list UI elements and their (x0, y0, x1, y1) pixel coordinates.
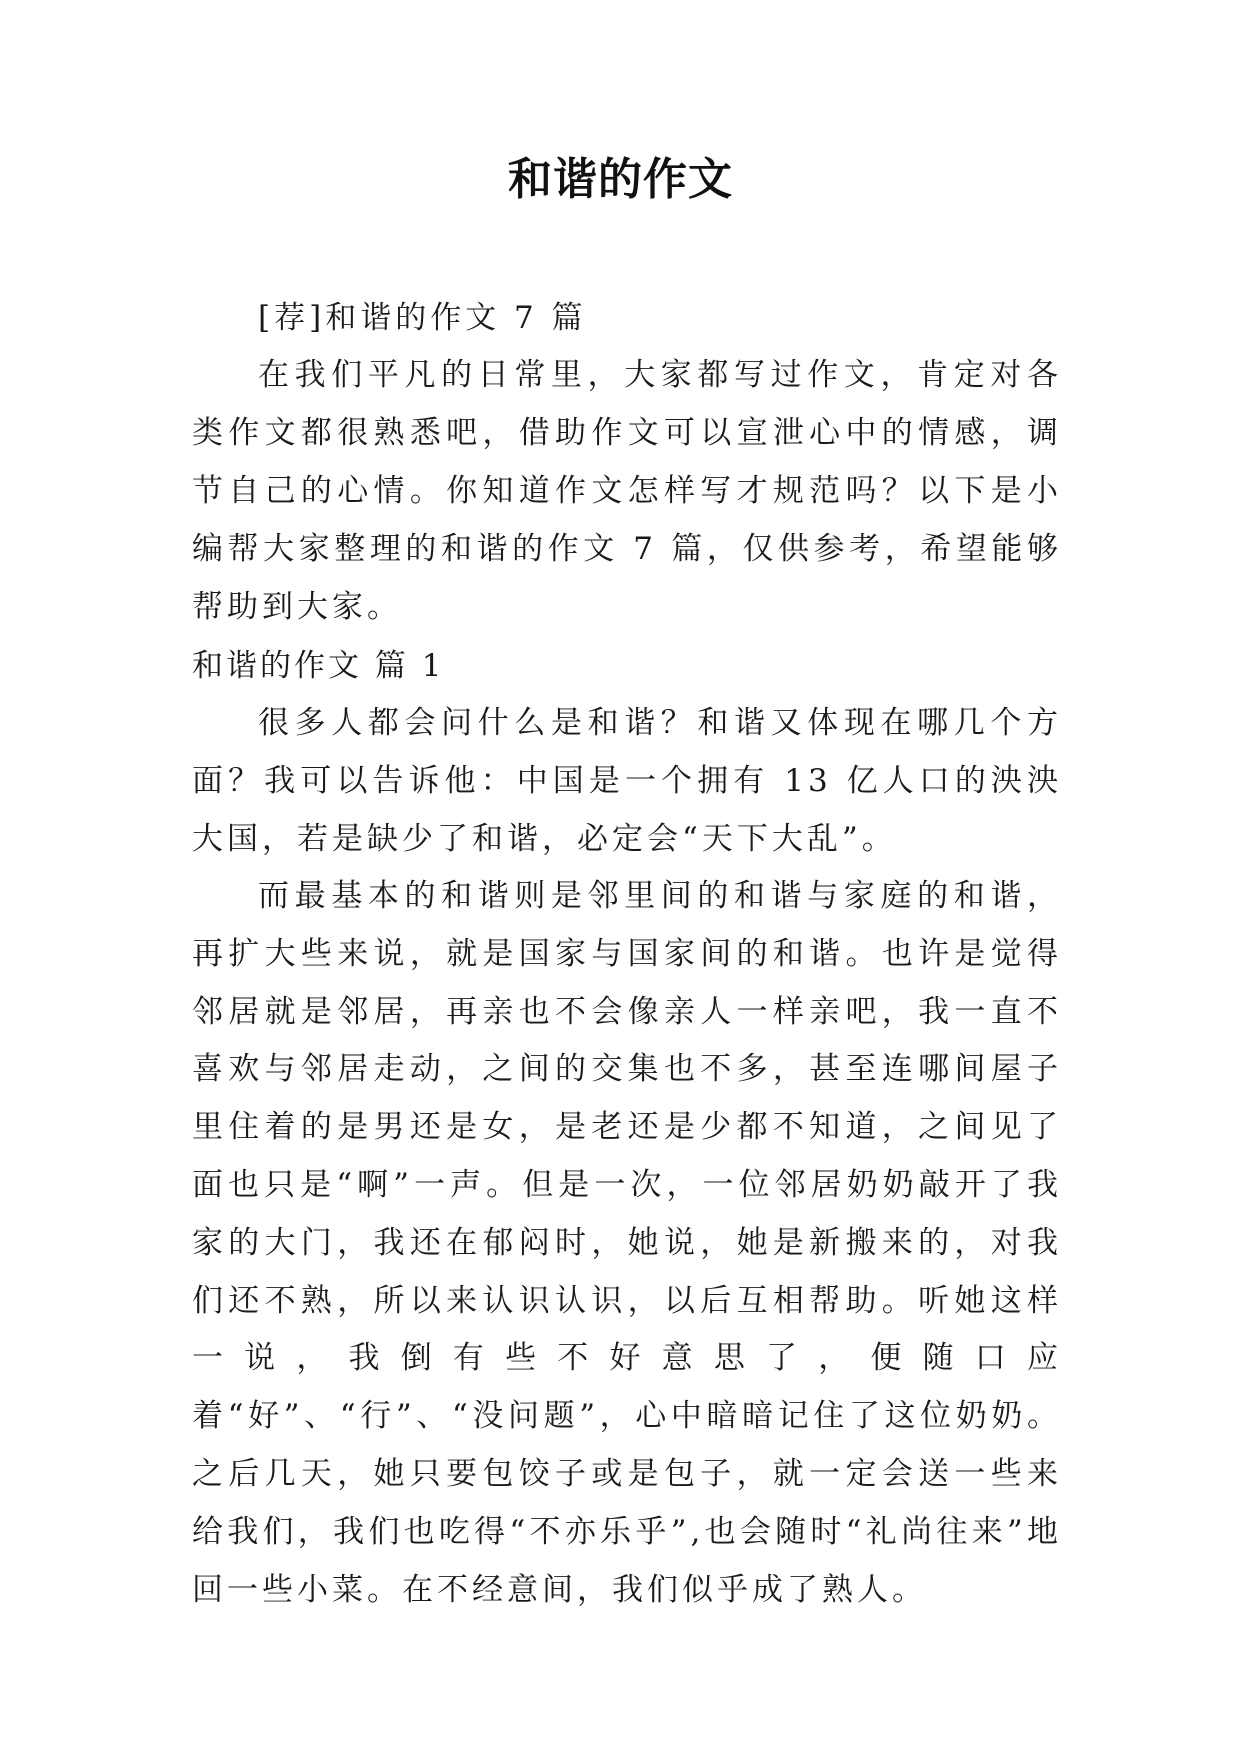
document-subtitle: [荐]和谐的作文 7 篇 (258, 300, 587, 336)
document-title: 和谐的作文 (508, 154, 733, 205)
intro-paragraph: 在我们平凡的日常里，大家都写过作文，肯定对各类作文都很熟悉吧，借助作文可以宣泄心中的情感，调节自己的心情。你知道作文怎样写才规范吗？以下是小编帮大家整理的和谐的作文 7 篇，仅供参考，希望能够帮助到大家。 (192, 357, 1062, 625)
section-heading: 和谐的作文 篇 1 (192, 648, 445, 684)
body-paragraph-1: 很多人都会问什么是和谐？和谐又体现在哪几个方面？我可以告诉他：中国是一个拥有 13 亿人口的泱泱大国，若是缺少了和谐，必定会“天下大乱”。 (192, 705, 1062, 857)
body-paragraph-2: 而最基本的和谐则是邻里间的和谐与家庭的和谐，再扩大些来说，就是国家与国家间的和谐。也许是觉得邻居就是邻居，再亲也不会像亲人一样亲吧，我一直不喜欢与邻居走动，之间的交集也不多，甚至连哪间屋子里住着的是男还是女，是老还是少都不知道，之间见了面也只是“啊”一声。但是一次，一位邻居奶奶敲开了我家的大门，我还在郁闷时，她说，她是新搬来的，对我们还不熟，所以来认识认识，以后互相帮助。听她这样一说，我倒有些不好意思了，便随口应着“好”、“行”、“没问题”，心中暗暗记住了这位奶奶。之后几天，她只要包饺子或是包子，就一定会送一些来给我们，我们也吃得“不亦乐乎”,也会随时“礼尚往来”地回一些小菜。在不经意间，我们似乎成了熟人。 (192, 878, 1062, 1608)
